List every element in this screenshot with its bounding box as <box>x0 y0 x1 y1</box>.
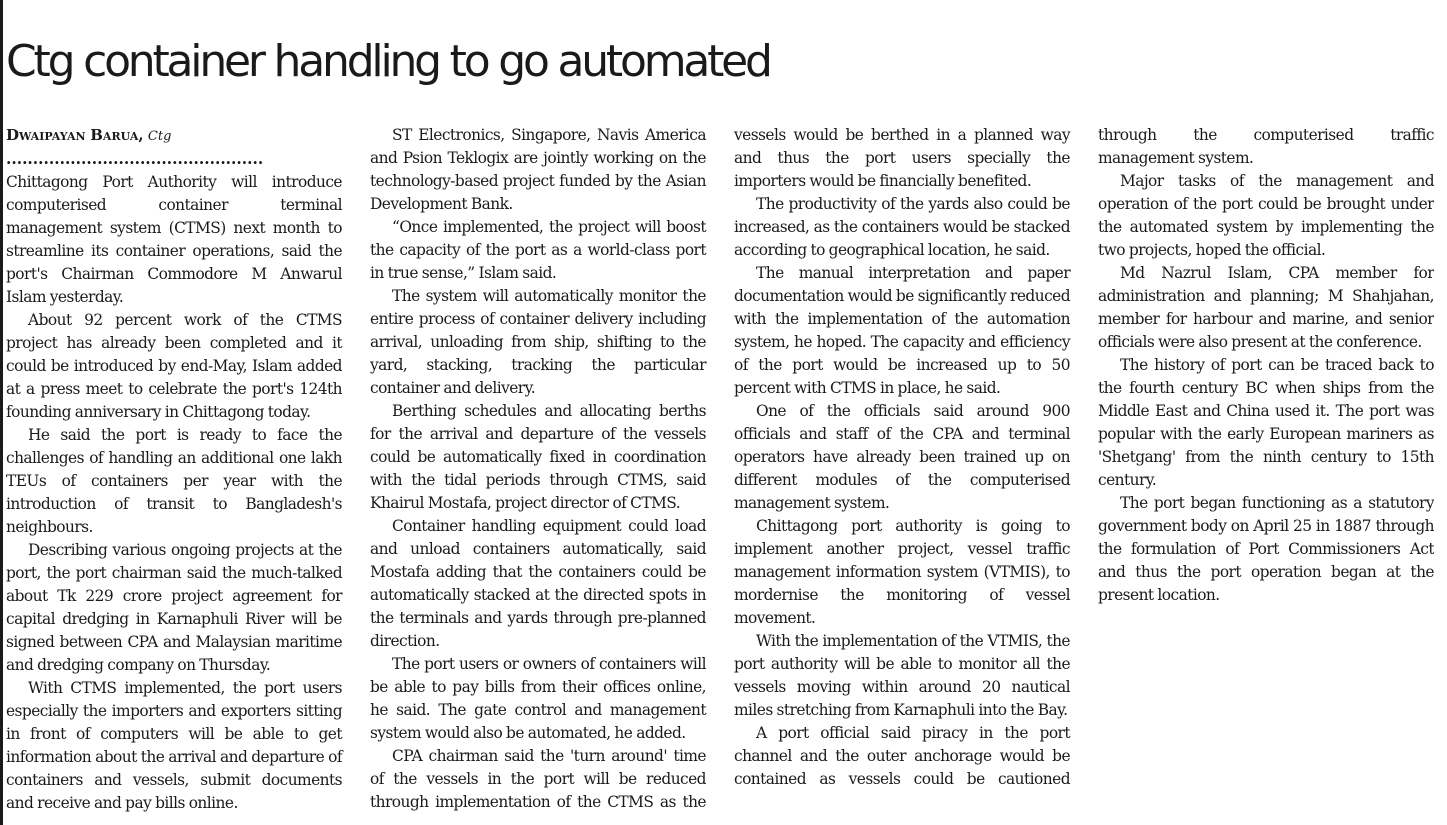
article-paragraph: Chittagong Port Authority will introduce computerised container terminal management system (CTMS) next month to streamline its container operations, said the port's Chairman Commodore M Anwarul Islam yesterday. <box>6 173 342 306</box>
article-paragraph: The system will automatically monitor the entire process of container delivery including arrival, unloading from ship, shifting to the yard, stacking, tracking the particular container and delivery. <box>370 287 706 397</box>
byline-author: Dwaipayan Barua, <box>6 126 144 144</box>
byline <box>6 124 342 148</box>
article-paragraph: The port began functioning as a statutory government body on April 25 in 1887 through the formulation of Port Commissioners Act and thus the port operation began at the present location. <box>1098 494 1434 604</box>
article-paragraph: With CTMS implemented, the port users especially the importers and exporters sitting in front of computers will be able to get information about the arrival and departure of containers and vessels, submit documents and receive and pay bills online. <box>6 679 342 812</box>
article-paragraph: About 92 percent work of the CTMS project has already been completed and it could be introduced by end-May, Islam added at a press meet to celebrate the port's 124th founding anniversary in Chittagong today. <box>6 311 342 421</box>
article-paragraph: Berthing schedules and allocating berths for the arrival and departure of the vessels could be automatically fixed in coordination with the tidal periods through CTMS, said Khairul Mostafa, project director of CTMS. <box>370 402 706 512</box>
article-paragraph: Md Nazrul Islam, CPA member for administration and planning; M Shahjahan, member for harbour and marine, and senior officials were also present at the conference. <box>1098 264 1434 351</box>
article-paragraph: A port official said piracy in the port channel and the outer anchorage would be contained as vessels could be cautioned through the computerised traffic management system. <box>734 126 1434 788</box>
article-paragraph: Container handling equipment could load and unload containers automatically, said Mostafa adding that the containers could be automatically stacked at the directed spots in the terminals and yards through pre-planned direction. <box>370 517 706 650</box>
article-paragraph: One of the officials said around 900 officials and staff of the CPA and terminal operators have already been trained up on different modules of the computerised management system. <box>734 402 1070 512</box>
article-paragraph: Chittagong port authority is going to implement another project, vessel traffic management information system (VTMIS), to mordernise the monitoring of vessel movement. <box>734 517 1070 627</box>
article-paragraph: The manual interpretation and paper documentation would be significantly reduced with the implementation of the automation system, he hoped. The capacity and efficiency of the port would be increased up to 50 percent with CTMS in place, he said. <box>734 264 1070 397</box>
left-border-rule <box>0 0 3 825</box>
article-paragraph: He said the port is ready to face the challenges of handling an additional one lakh TEUs of containers per year with the introduction of transit to Bangladesh's neighbours. <box>6 426 342 536</box>
article-paragraph: “Once implemented, the project will boost the capacity of the port as a world-class port in true sense,” Islam said. <box>370 218 706 282</box>
article-headline: Ctg container handling to go automated <box>6 36 770 87</box>
article-paragraph: The port users or owners of containers will be able to pay bills from their offices online, he said. The gate control and management system would also be automated, he added. <box>370 655 706 742</box>
article-paragraph: ST Electronics, Singapore, Navis America and Psion Teklogix are jointly working on the technology-based project funded by the Asian Development Bank. <box>370 126 706 213</box>
article-paragraph: With the implementation of the VTMIS, the port authority will be able to monitor all the vessels moving within around 20 nautical miles stretching from Karnaphuli into the Bay. <box>734 632 1070 719</box>
article-paragraph: The history of port can be traced back to the fourth century BC when ships from the Middle East and China used it. The port was popular with the early European mariners as 'Shetgang' from the ninth century to 15th century. <box>1098 356 1434 489</box>
article-paragraph: The productivity of the yards also could be increased, as the containers would be stacked according to geographical location, he said. <box>734 195 1070 259</box>
article-paragraph: CPA chairman said the 'turn around' time of the vessels in the port will be reduced through implementation of the CTMS as the vessels would be berthed in a planned way and thus the port users specially the importers would be financially benefited. <box>370 126 1070 811</box>
article-paragraph: Describing various ongoing projects at the port, the port chairman said the much-talked about Tk 229 crore project agreement for capital dredging in Karnaphuli River will be signed between CPA and Malaysian maritime and dredging company on Thursday. <box>6 541 342 674</box>
article-body <box>6 124 1434 819</box>
byline-location: Ctg <box>147 129 172 144</box>
article-paragraph: Major tasks of the management and operation of the port could be brought under the automated system by implementing the two projects, hoped the official. <box>1098 172 1434 259</box>
byline-separator: ................................................ <box>6 150 264 168</box>
